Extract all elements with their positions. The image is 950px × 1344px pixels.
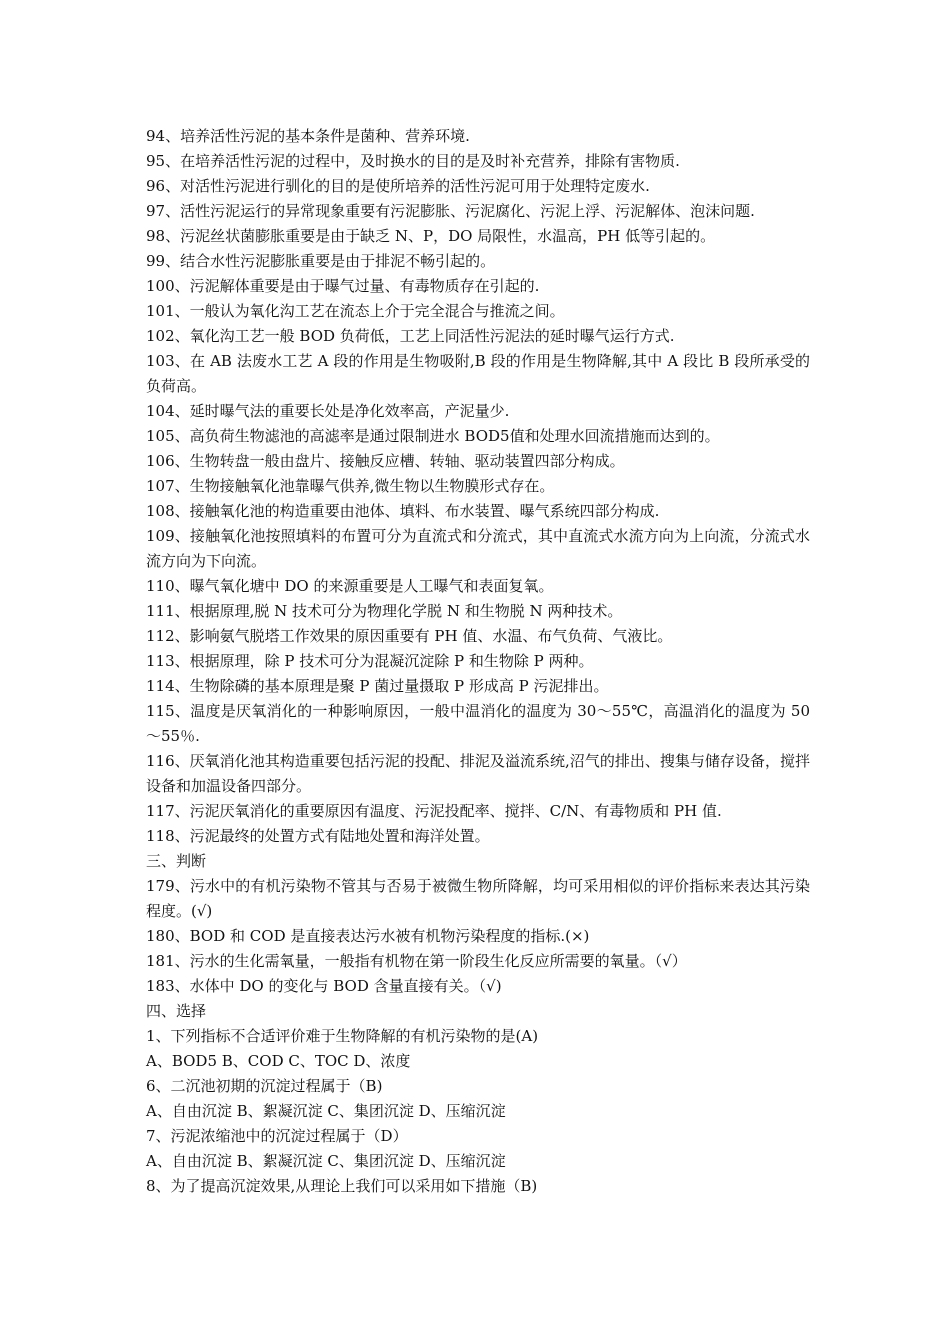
text-line: 110、曝气氧化塘中 DO 的来源重要是人工曝气和表面复氧。 bbox=[146, 577, 554, 595]
text-line: 101、一般认为氧化沟工艺在流态上介于完全混合与推流之间。 bbox=[146, 302, 565, 320]
document-body bbox=[146, 124, 810, 1199]
text-line: 105、高负荷生物滤池的高滤率是通过限制进水 BOD5值和处理水回流措施而达到的。 bbox=[146, 427, 720, 445]
text-line: 100、污泥解体重要是由于曝气过量、有毒物质存在引起的. bbox=[146, 277, 540, 295]
text-line: 117、污泥厌氧消化的重要原因有温度、污泥投配率、搅拌、C/N、有毒物质和 PH 值. bbox=[146, 802, 722, 820]
text-line: 96、对活性污泥进行驯化的目的是使所培养的活性污泥可用于处理特定废水. bbox=[146, 177, 650, 195]
text-line: 7、污泥浓缩池中的沉淀过程属于（D） bbox=[146, 1127, 408, 1145]
text-line: 三、判断 bbox=[146, 852, 207, 870]
text-line: 97、活性污泥运行的异常现象重要有污泥膨胀、污泥腐化、污泥上浮、污泥解体、泡沫问题. bbox=[146, 202, 755, 220]
text-line: A、自由沉淀 B、絮凝沉淀 C、集团沉淀 D、压缩沉淀 bbox=[146, 1152, 506, 1170]
text-line: 104、延时曝气法的重要长处是净化效率高，产泥量少. bbox=[146, 402, 510, 420]
text-line: 102、氧化沟工艺一般 BOD 负荷低，工艺上同活性污泥法的延时曝气运行方式. bbox=[146, 327, 675, 345]
text-line: 179、污水中的有机污染物不管其与否易于被微生物所降解，均可采用相似的评价指标来表达其污染程度。(√) bbox=[146, 877, 810, 920]
text-line: 180、BOD 和 COD 是直接表达污水被有机物污染程度的指标.(×) bbox=[146, 927, 590, 945]
text-line: 115、温度是厌氧消化的一种影响原因，一般中温消化的温度为 30～55℃，高温消化的温度为 50～55％. bbox=[146, 702, 810, 745]
text-line: 94、培养活性污泥的基本条件是菌种、营养环境. bbox=[146, 127, 470, 145]
text-line: 106、生物转盘一般由盘片、接触反应槽、转轴、驱动装置四部分构成。 bbox=[146, 452, 625, 470]
text-line: A、BOD5 B、COD C、TOC D、浓度 bbox=[146, 1052, 411, 1070]
text-line: 98、污泥丝状菌膨胀重要是由于缺乏 N、P，DO 局限性，水温高，PH 低等引起的。 bbox=[146, 227, 716, 245]
text-line: A、自由沉淀 B、絮凝沉淀 C、集团沉淀 D、压缩沉淀 bbox=[146, 1102, 506, 1120]
text-line: 95、在培养活性污泥的过程中，及时换水的目的是及时补充营养，排除有害物质. bbox=[146, 152, 680, 170]
text-line: 6、二沉池初期的沉淀过程属于（B) bbox=[146, 1077, 383, 1095]
text-line: 114、生物除磷的基本原理是聚 P 菌过量摄取 P 形成高 P 污泥排出。 bbox=[146, 677, 609, 695]
text-line: 113、根据原理，除 P 技术可分为混凝沉淀除 P 和生物除 P 两种。 bbox=[146, 652, 594, 670]
text-line: 108、接触氧化池的构造重要由池体、填料、布水装置、曝气系统四部分构成. bbox=[146, 502, 660, 520]
text-line: 8、为了提高沉淀效果,从理论上我们可以采用如下措施（B) bbox=[146, 1177, 538, 1195]
text-line: 118、污泥最终的处置方式有陆地处置和海洋处置。 bbox=[146, 827, 490, 845]
text-line: 116、厌氧消化池其构造重要包括污泥的投配、排泥及溢流系统,沼气的排出、搜集与储存设备，搅拌设备和加温设备四部分。 bbox=[146, 752, 810, 795]
text-line: 109、接触氧化池按照填料的布置可分为直流式和分流式，其中直流式水流方向为上向流，分流式水流方向为下向流。 bbox=[146, 527, 810, 570]
text-line: 107、生物接触氧化池靠曝气供养,微生物以生物膜形式存在。 bbox=[146, 477, 555, 495]
text-line: 99、结合水性污泥膨胀重要是由于排泥不畅引起的。 bbox=[146, 252, 496, 270]
text-line: 四、选择 bbox=[146, 1002, 207, 1020]
text-line: 181、污水的生化需氧量，一般指有机物在第一阶段生化反应所需要的氧量。（√） bbox=[146, 952, 687, 970]
text-line: 111、根据原理,脱 N 技术可分为物理化学脱 N 和生物脱 N 两种技术。 bbox=[146, 602, 623, 620]
text-line: 183、水体中 DO 的变化与 BOD 含量直接有关。（√) bbox=[146, 977, 502, 995]
text-line: 1、下列指标不合适评价难于生物降解的有机污染物的是(A) bbox=[146, 1027, 539, 1045]
text-line: 103、在 AB 法废水工艺 A 段的作用是生物吸附,B 段的作用是生物降解,其中 A 段比 B 段所承受的负荷高。 bbox=[146, 352, 810, 395]
text-line: 112、影响氨气脱塔工作效果的原因重要有 PH 值、水温、布气负荷、气液比。 bbox=[146, 627, 673, 645]
